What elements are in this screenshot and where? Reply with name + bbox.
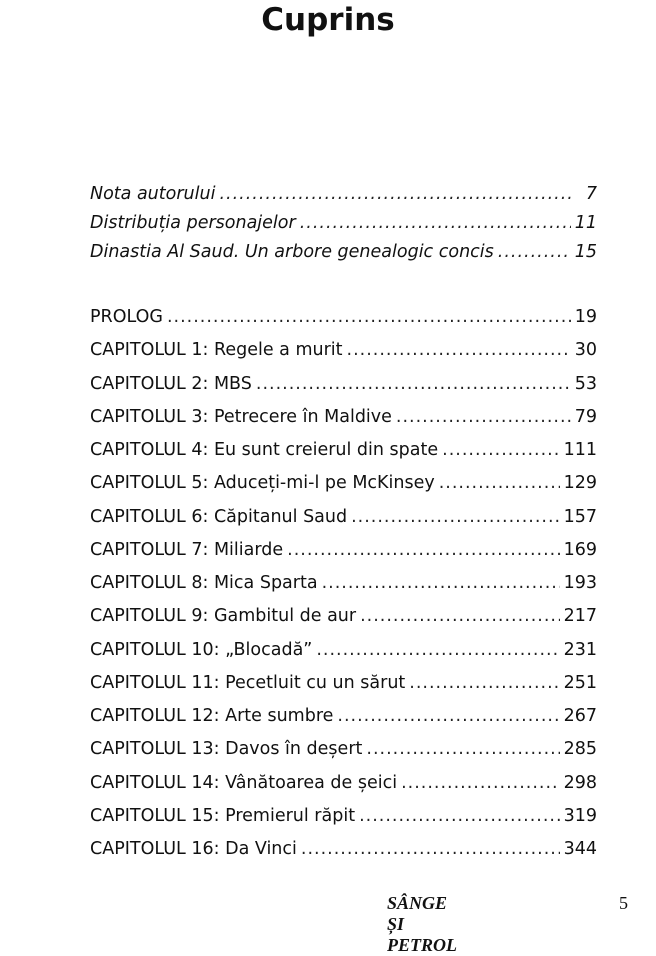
- dot-leader: [256, 374, 571, 394]
- dot-leader: [287, 540, 559, 560]
- dot-leader: [300, 213, 571, 233]
- dot-leader: [360, 606, 560, 626]
- dot-leader: [442, 440, 559, 460]
- toc-entry[interactable]: [90, 706, 597, 739]
- toc-entry-label: CAPITOLUL 1: Regele a murit: [90, 340, 343, 361]
- toc-entry[interactable]: [90, 307, 597, 340]
- toc-entry[interactable]: [90, 773, 597, 806]
- dot-leader: [359, 806, 560, 826]
- toc-entry[interactable]: [90, 507, 597, 540]
- toc-entry[interactable]: [90, 673, 597, 706]
- dot-leader: [366, 739, 559, 759]
- dot-leader: [316, 640, 559, 660]
- toc-entry-page: 79: [574, 406, 597, 427]
- toc-entry-page: 267: [563, 706, 597, 726]
- toc-entry[interactable]: [90, 806, 597, 839]
- toc-entry[interactable]: [90, 739, 597, 772]
- toc-entry-label: Distribuția personajelor: [90, 213, 296, 234]
- toc-entry-page: 7: [585, 184, 597, 204]
- toc-entry[interactable]: [90, 640, 597, 673]
- toc-entry-label: CAPITOLUL 7: Miliarde: [90, 539, 284, 560]
- toc-entry-label: CAPITOLUL 10: „Blocadă”: [90, 639, 313, 660]
- running-book-title: SÂNGE ȘI PETROL: [387, 893, 457, 955]
- toc-entry[interactable]: [90, 213, 597, 242]
- dot-leader: [347, 340, 571, 360]
- toc-entry-page: 251: [563, 672, 597, 693]
- toc-entry-label: Dinastia Al Saud. Un arbore genealogic concis: [90, 242, 494, 263]
- toc-entry-label: CAPITOLUL 3: Petrecere în Maldive: [90, 406, 392, 427]
- toc-entry[interactable]: [90, 606, 597, 639]
- toc-entry[interactable]: [90, 573, 597, 606]
- toc-entry-page: 217: [563, 606, 597, 627]
- toc-entry-label: CAPITOLUL 13: Davos în deșert: [90, 739, 363, 760]
- toc-entry-label: CAPITOLUL 12: Arte sumbre: [90, 706, 334, 726]
- page-title: Cuprins: [261, 2, 395, 38]
- toc-entry-label: PROLOG: [90, 307, 163, 327]
- dot-leader: [322, 573, 560, 593]
- dot-leader: [409, 673, 559, 693]
- toc-entry-page: 319: [563, 805, 597, 826]
- dot-leader: [498, 242, 571, 262]
- toc-entry-page: 344: [563, 839, 597, 859]
- toc-entry-page: 298: [563, 772, 597, 793]
- toc-entry-page: 285: [563, 739, 597, 760]
- toc-entry-label: CAPITOLUL 11: Pecetluit cu un sărut: [90, 672, 406, 693]
- toc-entry-page: 53: [574, 373, 597, 394]
- toc-entry-label: CAPITOLUL 4: Eu sunt creierul din spate: [90, 440, 439, 460]
- dot-leader: [396, 407, 571, 427]
- toc-entry-label: CAPITOLUL 9: Gambitul de aur: [90, 606, 357, 627]
- toc-entry-page: 15: [574, 242, 597, 263]
- toc-entry-page: 111: [563, 440, 597, 460]
- toc-entry-label: CAPITOLUL 15: Premierul răpit: [90, 805, 356, 826]
- toc-entry[interactable]: [90, 242, 597, 271]
- page-number: 5: [619, 893, 628, 913]
- toc-entry-page: 231: [563, 639, 597, 660]
- toc-entry-page: 169: [563, 539, 597, 560]
- toc-entry-page: 11: [574, 213, 597, 234]
- dot-leader: [439, 473, 560, 493]
- dot-leader: [219, 184, 571, 204]
- toc-entry[interactable]: [90, 340, 597, 373]
- toc-entry[interactable]: [90, 374, 597, 407]
- dot-leader: [351, 507, 559, 527]
- toc-entry[interactable]: [90, 839, 597, 872]
- toc-entry-page: 129: [563, 473, 597, 494]
- dot-leader: [401, 773, 560, 793]
- toc-entry-label: CAPITOLUL 2: MBS: [90, 373, 252, 394]
- toc-entry-label: Nota autorului: [90, 184, 216, 204]
- toc-entry-page: 157: [563, 506, 597, 527]
- toc-entry[interactable]: [90, 184, 597, 213]
- toc-entry-label: CAPITOLUL 16: Da Vinci: [90, 839, 297, 859]
- toc-entry[interactable]: [90, 473, 597, 506]
- dot-leader: [167, 307, 571, 327]
- toc-entry-label: CAPITOLUL 8: Mica Sparta: [90, 573, 318, 593]
- toc-entry[interactable]: [90, 440, 597, 473]
- toc-entry-label: CAPITOLUL 5: Aduceți-mi-l pe McKinsey: [90, 473, 435, 494]
- dot-leader: [301, 839, 560, 859]
- toc-entry-label: CAPITOLUL 14: Vânătoarea de șeici: [90, 772, 398, 793]
- toc-entry-page: 30: [574, 340, 597, 361]
- toc-entry[interactable]: [90, 407, 597, 440]
- toc-entry-page: 193: [563, 573, 597, 593]
- toc-entry-label: CAPITOLUL 6: Căpitanul Saud: [90, 506, 348, 527]
- toc-entry[interactable]: [90, 540, 597, 573]
- toc-entry-page: 19: [574, 307, 597, 327]
- chapter-list: [90, 307, 597, 872]
- front-matter-list: [90, 184, 597, 272]
- dot-leader: [337, 706, 559, 726]
